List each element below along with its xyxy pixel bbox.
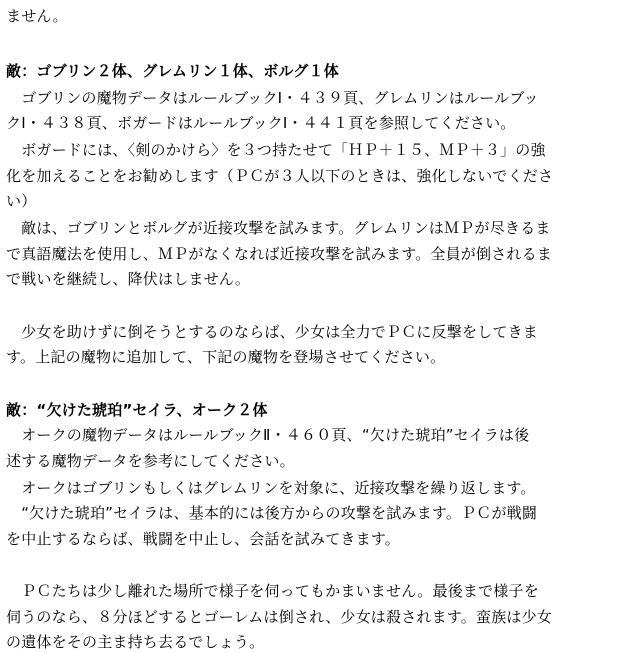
enemy-heading-1: 敵：ゴブリン２体、グレムリン１体、ボルグ１体: [6, 62, 339, 80]
text-line: で真語魔法を使用し、ＭＰがなくなれば近接攻撃を試みます。全員が倒されるま: [6, 245, 553, 263]
text-line: 敵は、ゴブリンとボルグが近接攻撃を試みます。グレムリンはＭＰが尽きるま: [6, 219, 551, 237]
text-line: オークの魔物データはルールブックⅡ・４６０頁、“欠けた琥珀”セイラは後: [6, 426, 530, 444]
text-line: 化を加えることをお勧めします（ＰＣが３人以下のときは、強化しないでくださ: [6, 167, 554, 185]
text-line: ません。: [6, 7, 68, 25]
text-line: を中止するならば、戦闘を中止し、会話を試みてきます。: [6, 530, 401, 548]
text-line: クⅠ・４３８頁、ボガードはルールブックⅠ・４４１頁を参照してください。: [6, 114, 516, 132]
text-line: ＰＣたちは少し離れた場所で様子を伺ってもかまいません。最後まで様子を: [6, 582, 539, 600]
text-line: 述する魔物データを参考にしてください。: [6, 452, 295, 470]
text-line: す。上記の魔物に追加して、下記の魔物を登場させてください。: [6, 348, 446, 366]
enemy-heading-2: 敵：“欠けた琥珀”セイラ、オーク２体: [6, 401, 268, 419]
text-line: 伺うのなら、８分ほどするとゴーレムは倒され、少女は殺されます。蛮族は少女: [6, 608, 553, 626]
text-line: で戦いを継続し、降伏はしません。: [6, 270, 251, 288]
text-line: 少女を助けずに倒そうとするのならば、少女は全力でＰＣに反撃をしてきま: [6, 323, 539, 341]
text-line: ゴブリンの魔物データはルールブックⅠ・４３９頁、グレムリンはルールブッ: [6, 89, 539, 107]
text-line: オークはゴブリンもしくはグレムリンを対象に、近接攻撃を繰り返します。: [6, 479, 536, 497]
text-line: “欠けた琥珀”セイラは、基本的には後方からの攻撃を試みます。ＰＣが戦闘: [6, 504, 538, 522]
text-line: の遺体をその主ま持ち去るでしょう。: [6, 633, 265, 651]
text-line: ボガードには、〈剣のかけら〉を３つ持たせて「ＨＰ＋１５、ＭＰ＋３」の強: [6, 141, 546, 159]
text-line: い）: [6, 192, 37, 210]
